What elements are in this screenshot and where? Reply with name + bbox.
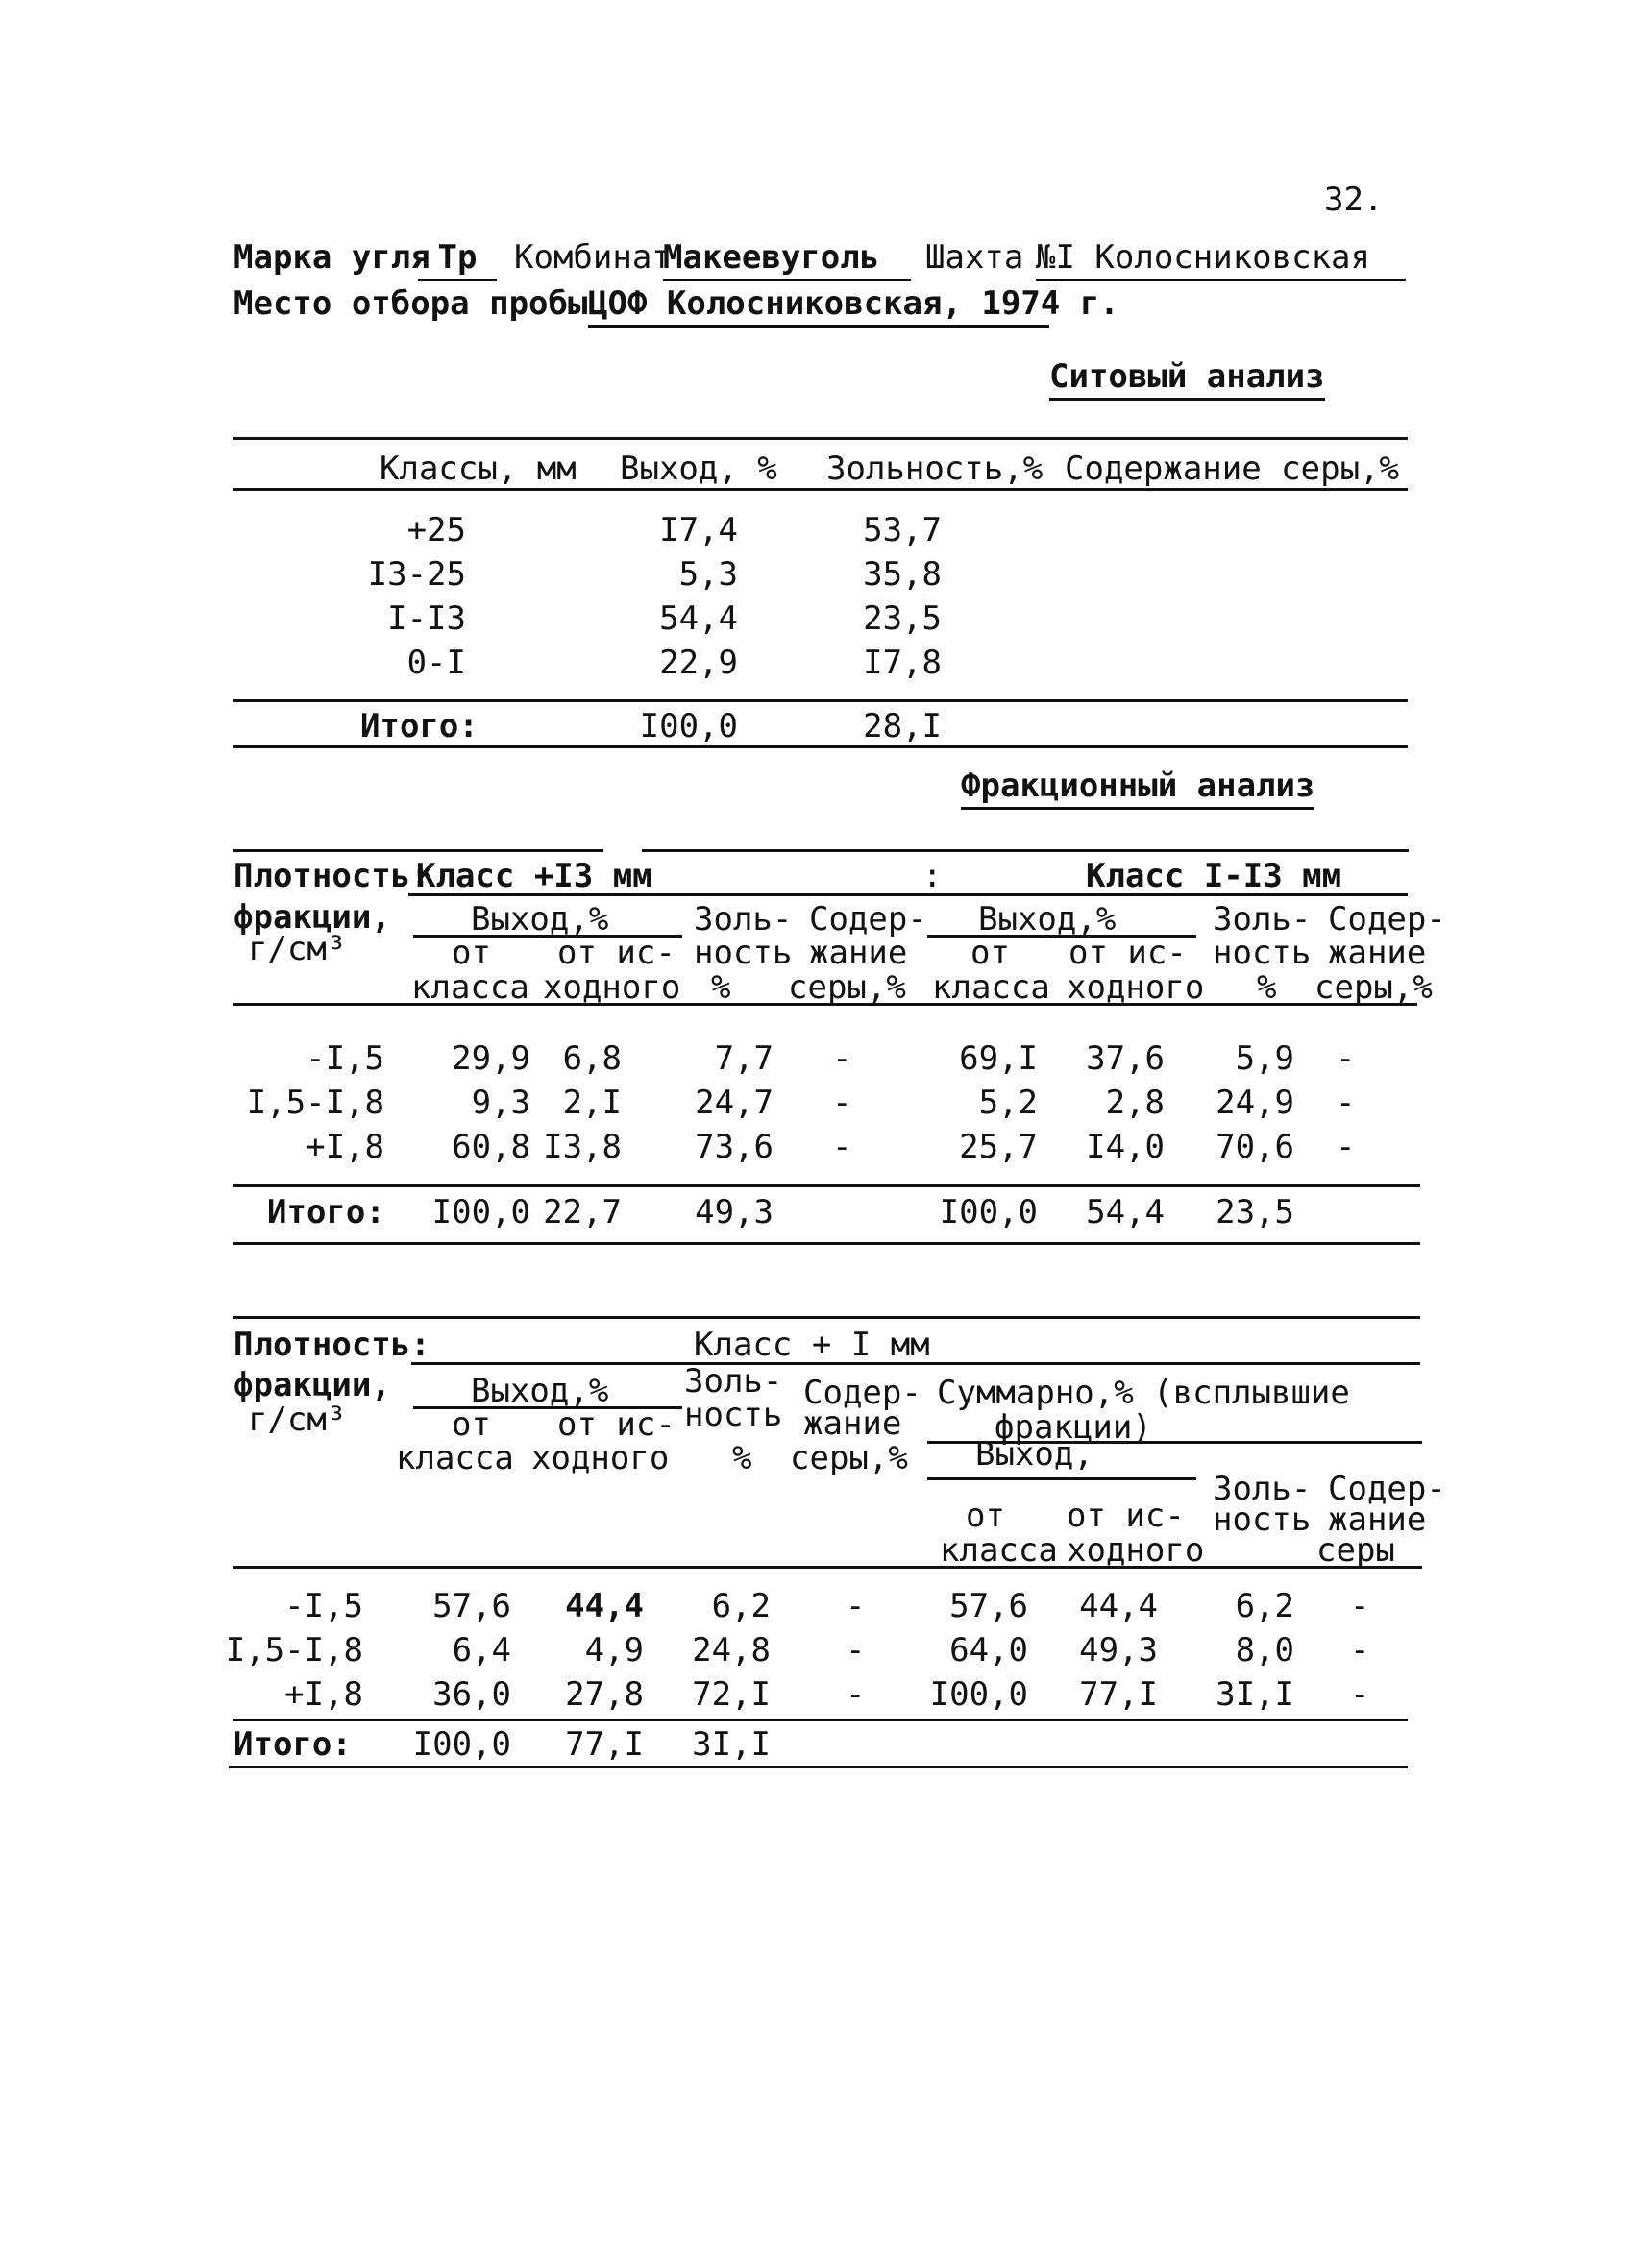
frac2-h-class-b-lbl: класса (940, 1531, 1058, 1570)
frac2-row-a3: 72,I (692, 1675, 771, 1714)
frac2-row-b4: - (1350, 1631, 1370, 1670)
frac1-row-a4: - (832, 1084, 852, 1122)
frac1-row-density: +I,8 (306, 1128, 384, 1166)
frac2-h-density2: фракции, (233, 1366, 391, 1404)
frac2-row-a1: 6,4 (452, 1631, 511, 1670)
frac1-row-b3: 5,9 (1235, 1039, 1294, 1078)
sieve-total-yield: I00,0 (639, 707, 738, 745)
frac1-row-a2: 6,8 (562, 1039, 622, 1078)
frac1-sub-rule (408, 893, 1408, 896)
frac2-h-src: ходного (531, 1439, 670, 1477)
frac1-row-a3: 73,6 (695, 1128, 774, 1166)
frac1-row-b2: 37,6 (1086, 1039, 1165, 1078)
frac1-h-s3-b: серы,% (1314, 968, 1433, 1007)
frac1-h-s3-a: серы,% (788, 968, 906, 1007)
frac2-h-class: Класс + I мм (694, 1326, 930, 1364)
frac2-row-a2: 4,9 (584, 1631, 644, 1670)
frac2-h-density3: г/см³ (248, 1401, 347, 1439)
frac1-row-b1: 25,7 (959, 1128, 1038, 1166)
frac1-total-a3: 49,3 (695, 1193, 774, 1232)
sieve-col-class: Классы, мм (380, 450, 577, 488)
frac1-row-b3: 70,6 (1216, 1128, 1294, 1166)
frac2-row-a1: 57,6 (432, 1587, 511, 1625)
frac2-h-yield: Выход,% (471, 1372, 609, 1410)
sieve-row-class: +25 (406, 511, 466, 549)
frac1-head-rule (233, 1003, 1417, 1006)
frac2-h-class-lbl: класса (396, 1439, 514, 1477)
sieve-row-class: I3-25 (367, 555, 466, 594)
frac2-row-a2: 44,4 (565, 1587, 644, 1625)
frac1-h-density: Плотность: (233, 857, 430, 895)
sieve-row-yield: 5,3 (678, 555, 738, 594)
sieve-row-yield: 54,4 (659, 599, 738, 638)
sieve-row-class: 0-I (406, 644, 466, 682)
frac1-row-a1: 60,8 (452, 1128, 530, 1166)
frac2-row-density: I,5-I,8 (225, 1631, 363, 1670)
frac2-total-a3: 3I,I (692, 1725, 771, 1764)
frac2-row-b4: - (1350, 1587, 1370, 1625)
frac2-sum-rule (927, 1441, 1422, 1444)
frac2-row-density: +I,8 (284, 1675, 363, 1714)
frac2-total-label: Итого: (233, 1725, 352, 1764)
frac2-h-density: Плотность: (233, 1326, 430, 1364)
frac2-h-ash2: ность (684, 1396, 783, 1434)
frac1-h-pct-b: % (1257, 968, 1277, 1007)
sieve-col-yield: Выход, % (620, 450, 777, 488)
frac1-h-density2: фракции, (233, 898, 391, 937)
frac1-h-s-a: Содер- (809, 900, 927, 939)
sieve-title: Ситовый анализ (1049, 357, 1325, 401)
brand-label: Марка угля (233, 238, 430, 277)
sieve-row-ash: 23,5 (863, 599, 942, 638)
frac2-h-sulfur-b: серы (1316, 1531, 1395, 1570)
mine-label: Шахта (925, 238, 1024, 277)
frac2-h-sum: Суммарно,% (всплывшие (937, 1374, 1350, 1412)
frac2-row-a2: 27,8 (565, 1675, 644, 1714)
frac1-row-a2: I3,8 (543, 1128, 622, 1166)
frac1-row-b1: 69,I (959, 1039, 1038, 1078)
frac1-h-src-b: ходного (1067, 968, 1205, 1007)
frac1-h-yield-a: Выход,% (471, 900, 609, 939)
frac2-row-a3: 6,2 (711, 1587, 771, 1625)
frac2-h-pct: % (732, 1439, 752, 1477)
frac2-row-b3: 6,2 (1235, 1587, 1294, 1625)
frac2-h-s3: серы,% (790, 1439, 908, 1477)
combine-label: Комбинат (514, 238, 672, 277)
frac1-total-b3: 23,5 (1216, 1193, 1294, 1232)
frac2-row-b3: 8,0 (1235, 1631, 1294, 1670)
place-value: ЦОФ Колосниковская, 1974 г. (588, 284, 1049, 328)
frac1-row-density: I,5-I,8 (246, 1084, 384, 1122)
frac1-total-a1: I00,0 (431, 1193, 530, 1232)
frac2-total-a2: 77,I (565, 1725, 644, 1764)
frac2-h-s1: Содер- (803, 1374, 921, 1412)
frac1-h-s2-a: жание (809, 934, 908, 972)
frac1-row-b1: 5,2 (978, 1084, 1038, 1122)
sieve-row-ash: 53,7 (863, 511, 942, 549)
frac1-h-ash-b: Золь- (1213, 900, 1312, 939)
brand-value: Тр (418, 238, 497, 281)
frac2-row-a4: - (846, 1587, 866, 1625)
frac2-top-rule (233, 1316, 1420, 1319)
frac2-row-a4: - (846, 1631, 866, 1670)
sieve-total-label: Итого: (360, 707, 479, 745)
frac2-row-b1: 64,0 (949, 1631, 1028, 1670)
frac1-row-b2: I4,0 (1086, 1128, 1165, 1166)
frac2-yield2-rule (927, 1477, 1196, 1480)
frac1-row-b3: 24,9 (1216, 1084, 1294, 1122)
place-label: Место отбора пробы (233, 284, 588, 323)
frac2-row-b1: 57,6 (949, 1587, 1028, 1625)
frac1-row-a1: 9,3 (471, 1084, 530, 1122)
frac2-row-b2: 77,I (1079, 1675, 1158, 1714)
frac1-h-yield-b: Выход,% (978, 900, 1117, 939)
page-number: 32. (1324, 181, 1384, 219)
frac1-row-b4: - (1336, 1039, 1356, 1078)
frac2-total-a1: I00,0 (412, 1725, 511, 1764)
frac2-h-src-b: ходного (1067, 1531, 1205, 1570)
sieve-row-yield: 22,9 (659, 644, 738, 682)
frac1-h-sep: : (922, 857, 943, 895)
frac1-h-src-a: ходного (543, 968, 681, 1007)
sieve-row-ash: 35,8 (863, 555, 942, 594)
sieve-row-yield: I7,4 (659, 511, 738, 549)
frac2-h-ash1: Золь- (684, 1362, 783, 1401)
frac2-row-b2: 44,4 (1079, 1587, 1158, 1625)
sieve-head-rule (233, 488, 1408, 491)
fraction-title: Фракционный анализ (961, 767, 1314, 810)
frac1-h-fromsrc-b: от ис- (1069, 934, 1187, 972)
mine-value: №I Колосниковская (1036, 238, 1406, 281)
frac2-h-fromsrc-b: от ис- (1067, 1497, 1185, 1535)
frac1-h-ash2-a: ность (694, 934, 793, 972)
sieve-top-rule (233, 437, 1408, 440)
sieve-row-ash: I7,8 (863, 644, 942, 682)
frac1-h-from-a: от (452, 934, 491, 972)
frac2-row-density: -I,5 (284, 1587, 363, 1625)
frac1-h-class-a: Класс +I3 мм (416, 857, 652, 895)
combine-value: Макеевуголь (663, 238, 911, 281)
frac1-h-from-b: от (970, 934, 1010, 972)
frac2-h-s2: жание (803, 1404, 902, 1443)
frac1-row-a4: - (832, 1128, 852, 1166)
frac2-sub-rule (411, 1362, 1420, 1365)
sieve-row-class: I-I3 (387, 599, 466, 638)
frac2-bottom-rule (229, 1766, 1408, 1768)
frac1-h-pct-a: % (711, 968, 731, 1007)
frac2-h-s1-b: Содер- (1328, 1470, 1446, 1508)
frac1-row-a2: 2,I (562, 1084, 622, 1122)
frac2-h-s2-b: жание (1328, 1500, 1427, 1539)
frac1-h-class-b-lbl: класса (932, 968, 1050, 1007)
frac2-row-a3: 24,8 (692, 1631, 771, 1670)
frac1-row-b4: - (1336, 1128, 1356, 1166)
frac1-h-ash2-b: ность (1213, 934, 1312, 972)
frac1-total-rule (233, 1184, 1420, 1187)
frac2-row-b3: 3I,I (1216, 1675, 1294, 1714)
sieve-total-ash: 28,I (863, 707, 942, 745)
frac2-row-b4: - (1350, 1675, 1370, 1714)
frac1-h-class-b: Класс I-I3 мм (1086, 857, 1342, 895)
frac1-h-s-b: Содер- (1328, 900, 1446, 939)
frac2-h-sum2: фракции) (995, 1408, 1152, 1447)
frac1-total-b2: 54,4 (1086, 1193, 1165, 1232)
sieve-col-ash: Зольность,% (826, 450, 1044, 488)
frac1-h-class-a-lbl: класса (411, 968, 529, 1007)
frac1-total-b1: I00,0 (939, 1193, 1038, 1232)
sieve-col-sulfur: Содержание серы,% (1065, 450, 1399, 488)
frac1-row-a4: - (832, 1039, 852, 1078)
frac1-bottom-rule (233, 1242, 1420, 1245)
frac2-row-b2: 49,3 (1079, 1631, 1158, 1670)
sieve-total-rule (233, 699, 1408, 702)
frac2-row-a1: 36,0 (432, 1675, 511, 1714)
frac2-h-ash1-b: Золь- (1213, 1470, 1312, 1508)
frac1-row-density: -I,5 (306, 1039, 384, 1078)
frac1-h-density3: г/см³ (248, 930, 347, 968)
frac2-head-rule (233, 1566, 1422, 1569)
frac2-h-fromsrc: от ис- (557, 1405, 676, 1444)
frac2-h-yield2: Выход, (975, 1435, 1093, 1474)
frac2-h-from: от (452, 1405, 491, 1444)
frac1-total-a2: 22,7 (543, 1193, 622, 1232)
frac2-row-b1: I00,0 (929, 1675, 1028, 1714)
frac2-total-rule (233, 1719, 1408, 1721)
frac1-row-a3: 24,7 (695, 1084, 774, 1122)
frac1-h-ash-a: Золь- (694, 900, 793, 939)
frac1-top-rule-right (642, 849, 1409, 852)
frac1-row-b4: - (1336, 1084, 1356, 1122)
frac1-total-label: Итого: (267, 1193, 385, 1232)
frac1-row-b2: 2,8 (1105, 1084, 1165, 1122)
frac2-row-a4: - (846, 1675, 866, 1714)
frac1-h-fromsrc-a: от ис- (557, 934, 676, 972)
frac2-h-from-b: от (966, 1497, 1005, 1535)
frac1-h-s2-b: жание (1328, 934, 1427, 972)
frac1-top-rule-left (233, 849, 603, 852)
frac1-row-a1: 29,9 (452, 1039, 530, 1078)
frac1-row-a3: 7,7 (714, 1039, 774, 1078)
frac2-h-ash2-b: ность (1213, 1500, 1312, 1539)
sieve-bottom-rule (233, 745, 1408, 748)
